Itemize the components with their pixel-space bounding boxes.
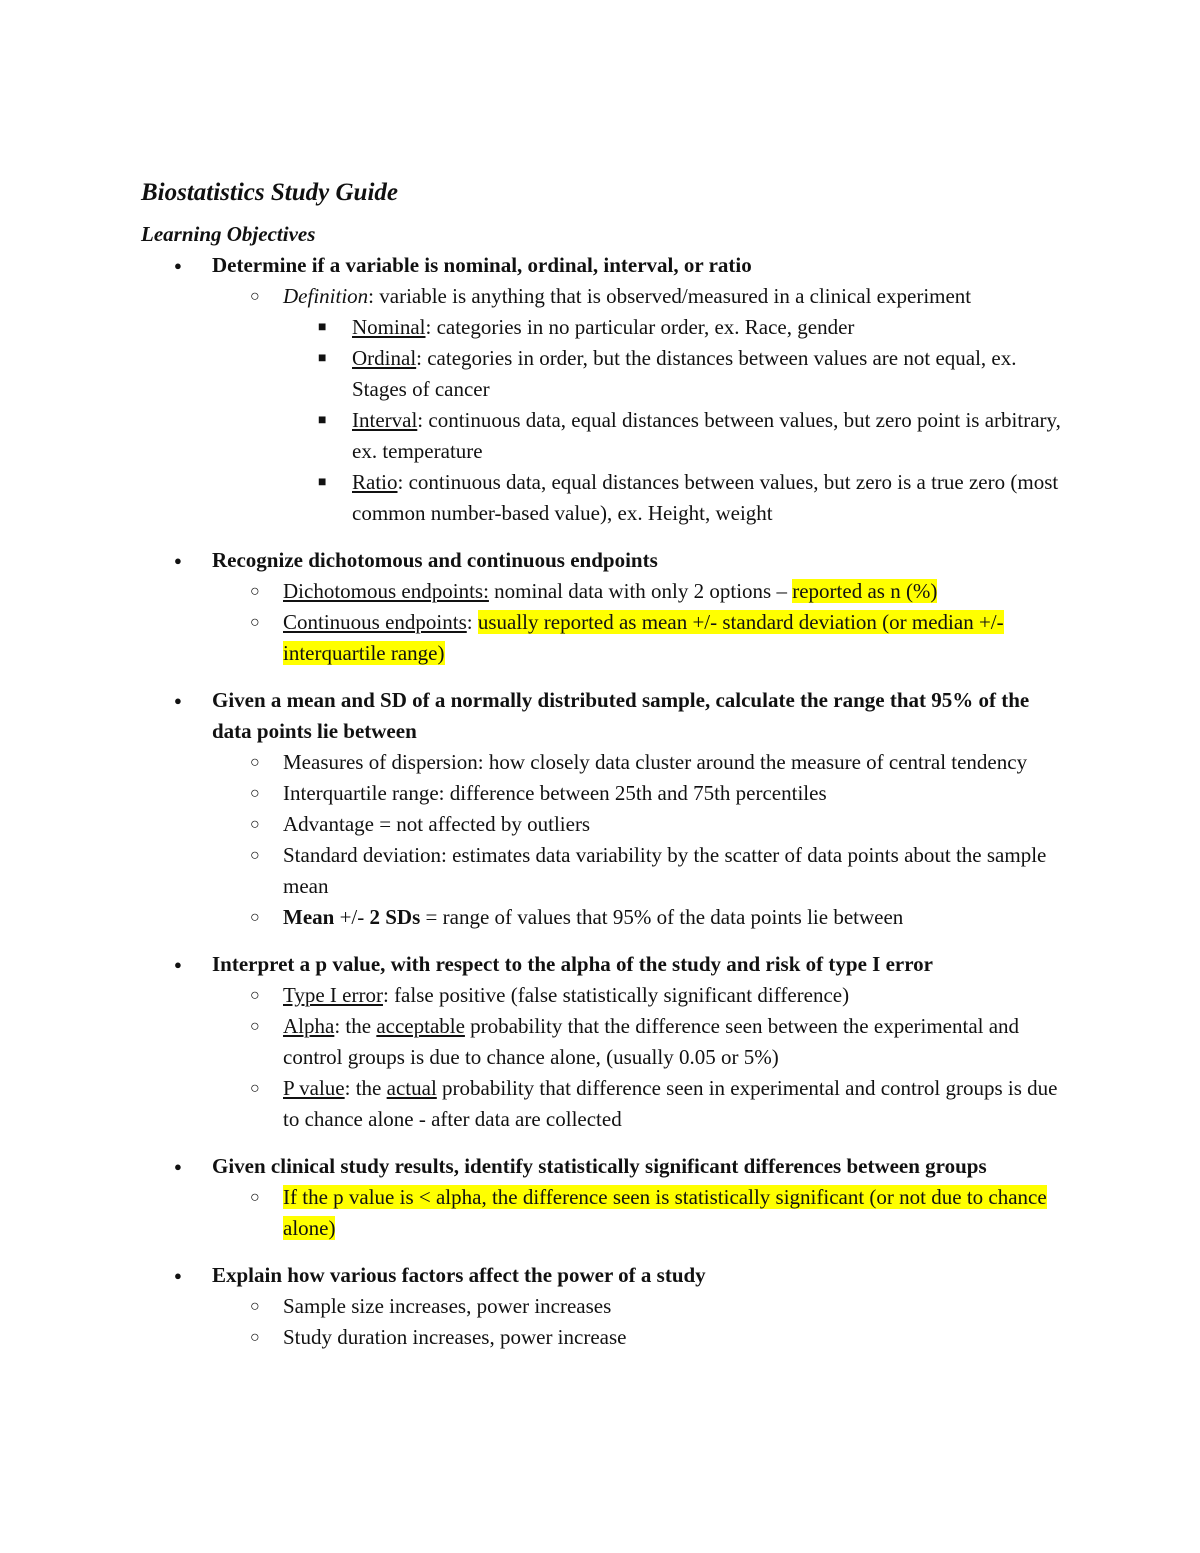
definition-item <box>0 281 1063 312</box>
alpha-item <box>0 1011 1063 1073</box>
definition-label: Definition <box>283 284 369 308</box>
p-value-actual: actual <box>386 1076 437 1100</box>
objective-mean-sd: ● Given a mean and SD of a normally distributed sample, calculate the range that 95% of the data points lie between <box>0 685 1067 747</box>
objectives-list <box>0 250 1200 1353</box>
objective-variable-types: ● Determine if a variable is nominal, ordinal, interval, or ratio <box>0 250 1067 281</box>
mean-sd-text: = range of values that 95% of the data points lie between <box>420 905 904 929</box>
p-value-text-2: probability that difference seen in experimental and control groups is due to chance alone - after data are collected <box>283 1076 1058 1131</box>
interval-label: Interval <box>352 408 418 432</box>
objective-p-value: ● Interpret a p value, with respect to the alpha of the study and risk of type I error <box>0 949 1067 980</box>
advantage-item: ○ Advantage = not affected by outliers <box>0 809 1063 840</box>
dichotomous-text: nominal data with only 2 options – <box>488 579 793 603</box>
alpha-label: Alpha <box>283 1014 335 1038</box>
std-dev-item: ○ Standard deviation: estimates data variability by the scatter of data points about the sample mean <box>0 840 1063 902</box>
iqr-item: ○ Interquartile range: difference between 25th and 75th percentiles <box>0 778 1063 809</box>
sample-size-item: ○ Sample size increases, power increases <box>0 1291 1063 1322</box>
p-value-label: P value <box>283 1076 345 1100</box>
interval-item <box>0 405 1062 467</box>
document-title: Biostatistics Study Guide <box>141 179 398 206</box>
type-i-error-item <box>0 980 1063 1011</box>
alpha-text-1: : the <box>334 1014 377 1038</box>
ratio-label: Ratio <box>352 470 398 494</box>
two-sd-label: 2 SDs <box>369 905 421 929</box>
ordinal-label: Ordinal <box>352 346 417 370</box>
nominal-item <box>0 312 1062 343</box>
dichotomous-item <box>0 576 1063 607</box>
plus-minus: +/- <box>334 905 370 929</box>
interval-text: : continuous data, equal distances between values, but zero point is arbitrary, ex. temperature <box>352 408 1061 463</box>
continuous-item <box>0 607 1063 669</box>
mean-sd-item <box>0 902 1063 933</box>
study-duration-item: ○ Study duration increases, power increase <box>0 1322 1063 1353</box>
alpha-acceptable: acceptable <box>376 1014 465 1038</box>
continuous-highlight: usually reported as mean +/- standard deviation (or median +/- interquartile range) <box>283 610 1004 665</box>
dichotomous-label: Dichotomous endpoints: <box>283 579 489 603</box>
p-value-text-1: : the <box>344 1076 387 1100</box>
nominal-text: : categories in no particular order, ex. Race, gender <box>425 315 855 339</box>
objective-power: ● Explain how various factors affect the power of a study <box>0 1260 1067 1291</box>
ratio-text: : continuous data, equal distances between values, but zero is a true zero (most common number-based value), ex. Height, weight <box>352 470 1059 525</box>
dispersion-item: ○ Measures of dispersion: how closely data cluster around the measure of central tendency <box>0 747 1063 778</box>
definition-text: : variable is anything that is observed/measured in a clinical experiment <box>368 284 972 308</box>
objective-significance: ● Given clinical study results, identify statistically significant differences between groups <box>0 1151 1067 1182</box>
nominal-label: Nominal <box>352 315 426 339</box>
mean-label: Mean <box>283 905 335 929</box>
ordinal-item <box>0 343 1062 405</box>
continuous-sep: : <box>466 610 478 634</box>
type-i-error-text: : false positive (false statistically significant difference) <box>382 983 850 1007</box>
ratio-item <box>0 467 1062 529</box>
ordinal-text: : categories in order, but the distances between values are not equal, ex. Stages of cancer <box>352 346 1017 401</box>
alpha-text-2: probability that the difference seen between the experimental and control groups is due to chance alone, (usually 0.05 or 5%) <box>283 1014 1020 1069</box>
objective-endpoints: ● Recognize dichotomous and continuous endpoints <box>0 545 1067 576</box>
continuous-label: Continuous endpoints <box>283 610 467 634</box>
type-i-error-label: Type I error <box>283 983 383 1007</box>
p-value-item <box>0 1073 1063 1135</box>
significance-highlight: If the p value is < alpha, the difference seen is statistically significant (or not due to chance alone) <box>283 1185 1047 1240</box>
significance-item <box>0 1182 1063 1244</box>
dichotomous-highlight: reported as n (%) <box>792 579 938 603</box>
section-subtitle: Learning Objectives <box>141 222 316 246</box>
